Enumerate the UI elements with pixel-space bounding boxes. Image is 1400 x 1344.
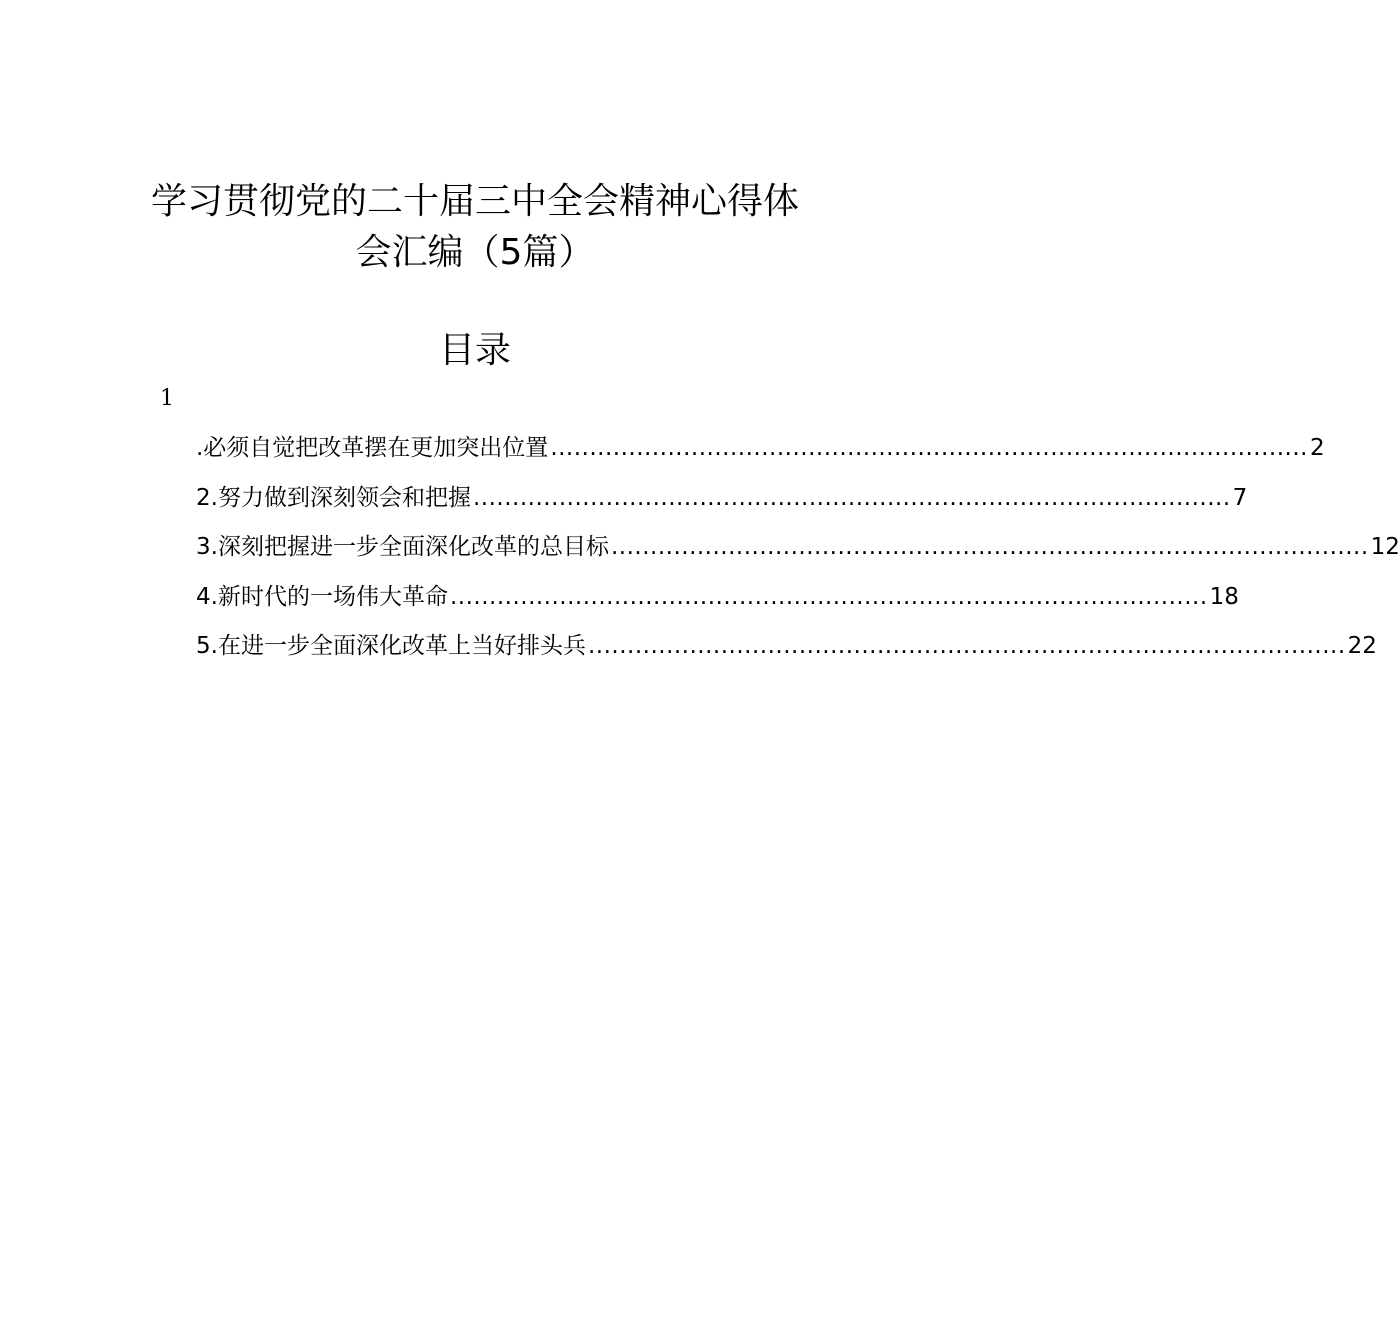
toc-entry-3[interactable]	[196, 527, 1400, 577]
toc-entry-1[interactable]	[196, 428, 1325, 478]
toc-page-number: 7	[1232, 484, 1248, 511]
toc-entry-label: 4.新时代的一场伟大革命	[196, 583, 448, 610]
list-number: 1	[160, 386, 174, 411]
document-title-line-1: 学习贯彻党的二十届三中全会精神心得体	[150, 181, 799, 222]
toc-entry-5[interactable]	[196, 626, 1377, 676]
document-title-line-2: 会汇编（5篇）	[355, 232, 595, 273]
toc-entry-label: 2.努力做到深刻领会和把握	[196, 484, 471, 511]
toc-page-number: 2	[1309, 435, 1325, 461]
toc-leader-dots: .................................................................................................	[472, 484, 1231, 511]
toc-page-number: 12	[1370, 534, 1400, 560]
table-of-contents	[196, 428, 1400, 676]
toc-page-number: 22	[1347, 633, 1377, 659]
toc-entry-4[interactable]	[196, 577, 1239, 627]
toc-leader-dots: .................................................................................................	[610, 534, 1369, 560]
toc-leader-dots: .................................................................................................	[449, 583, 1208, 610]
toc-entry-2[interactable]	[196, 478, 1248, 528]
toc-leader-dots: .................................................................................................	[550, 435, 1308, 461]
toc-page-number: 18	[1209, 583, 1239, 610]
toc-leader-dots: .................................................................................................	[587, 633, 1346, 659]
toc-entry-label: 5.在进一步全面深化改革上当好排头兵	[196, 633, 586, 659]
toc-entry-label: .必须自觉把改革摆在更加突出位置	[196, 435, 549, 461]
toc-entry-label: 3.深刻把握进一步全面深化改革的总目标	[196, 534, 609, 560]
toc-heading: 目录	[438, 330, 511, 371]
